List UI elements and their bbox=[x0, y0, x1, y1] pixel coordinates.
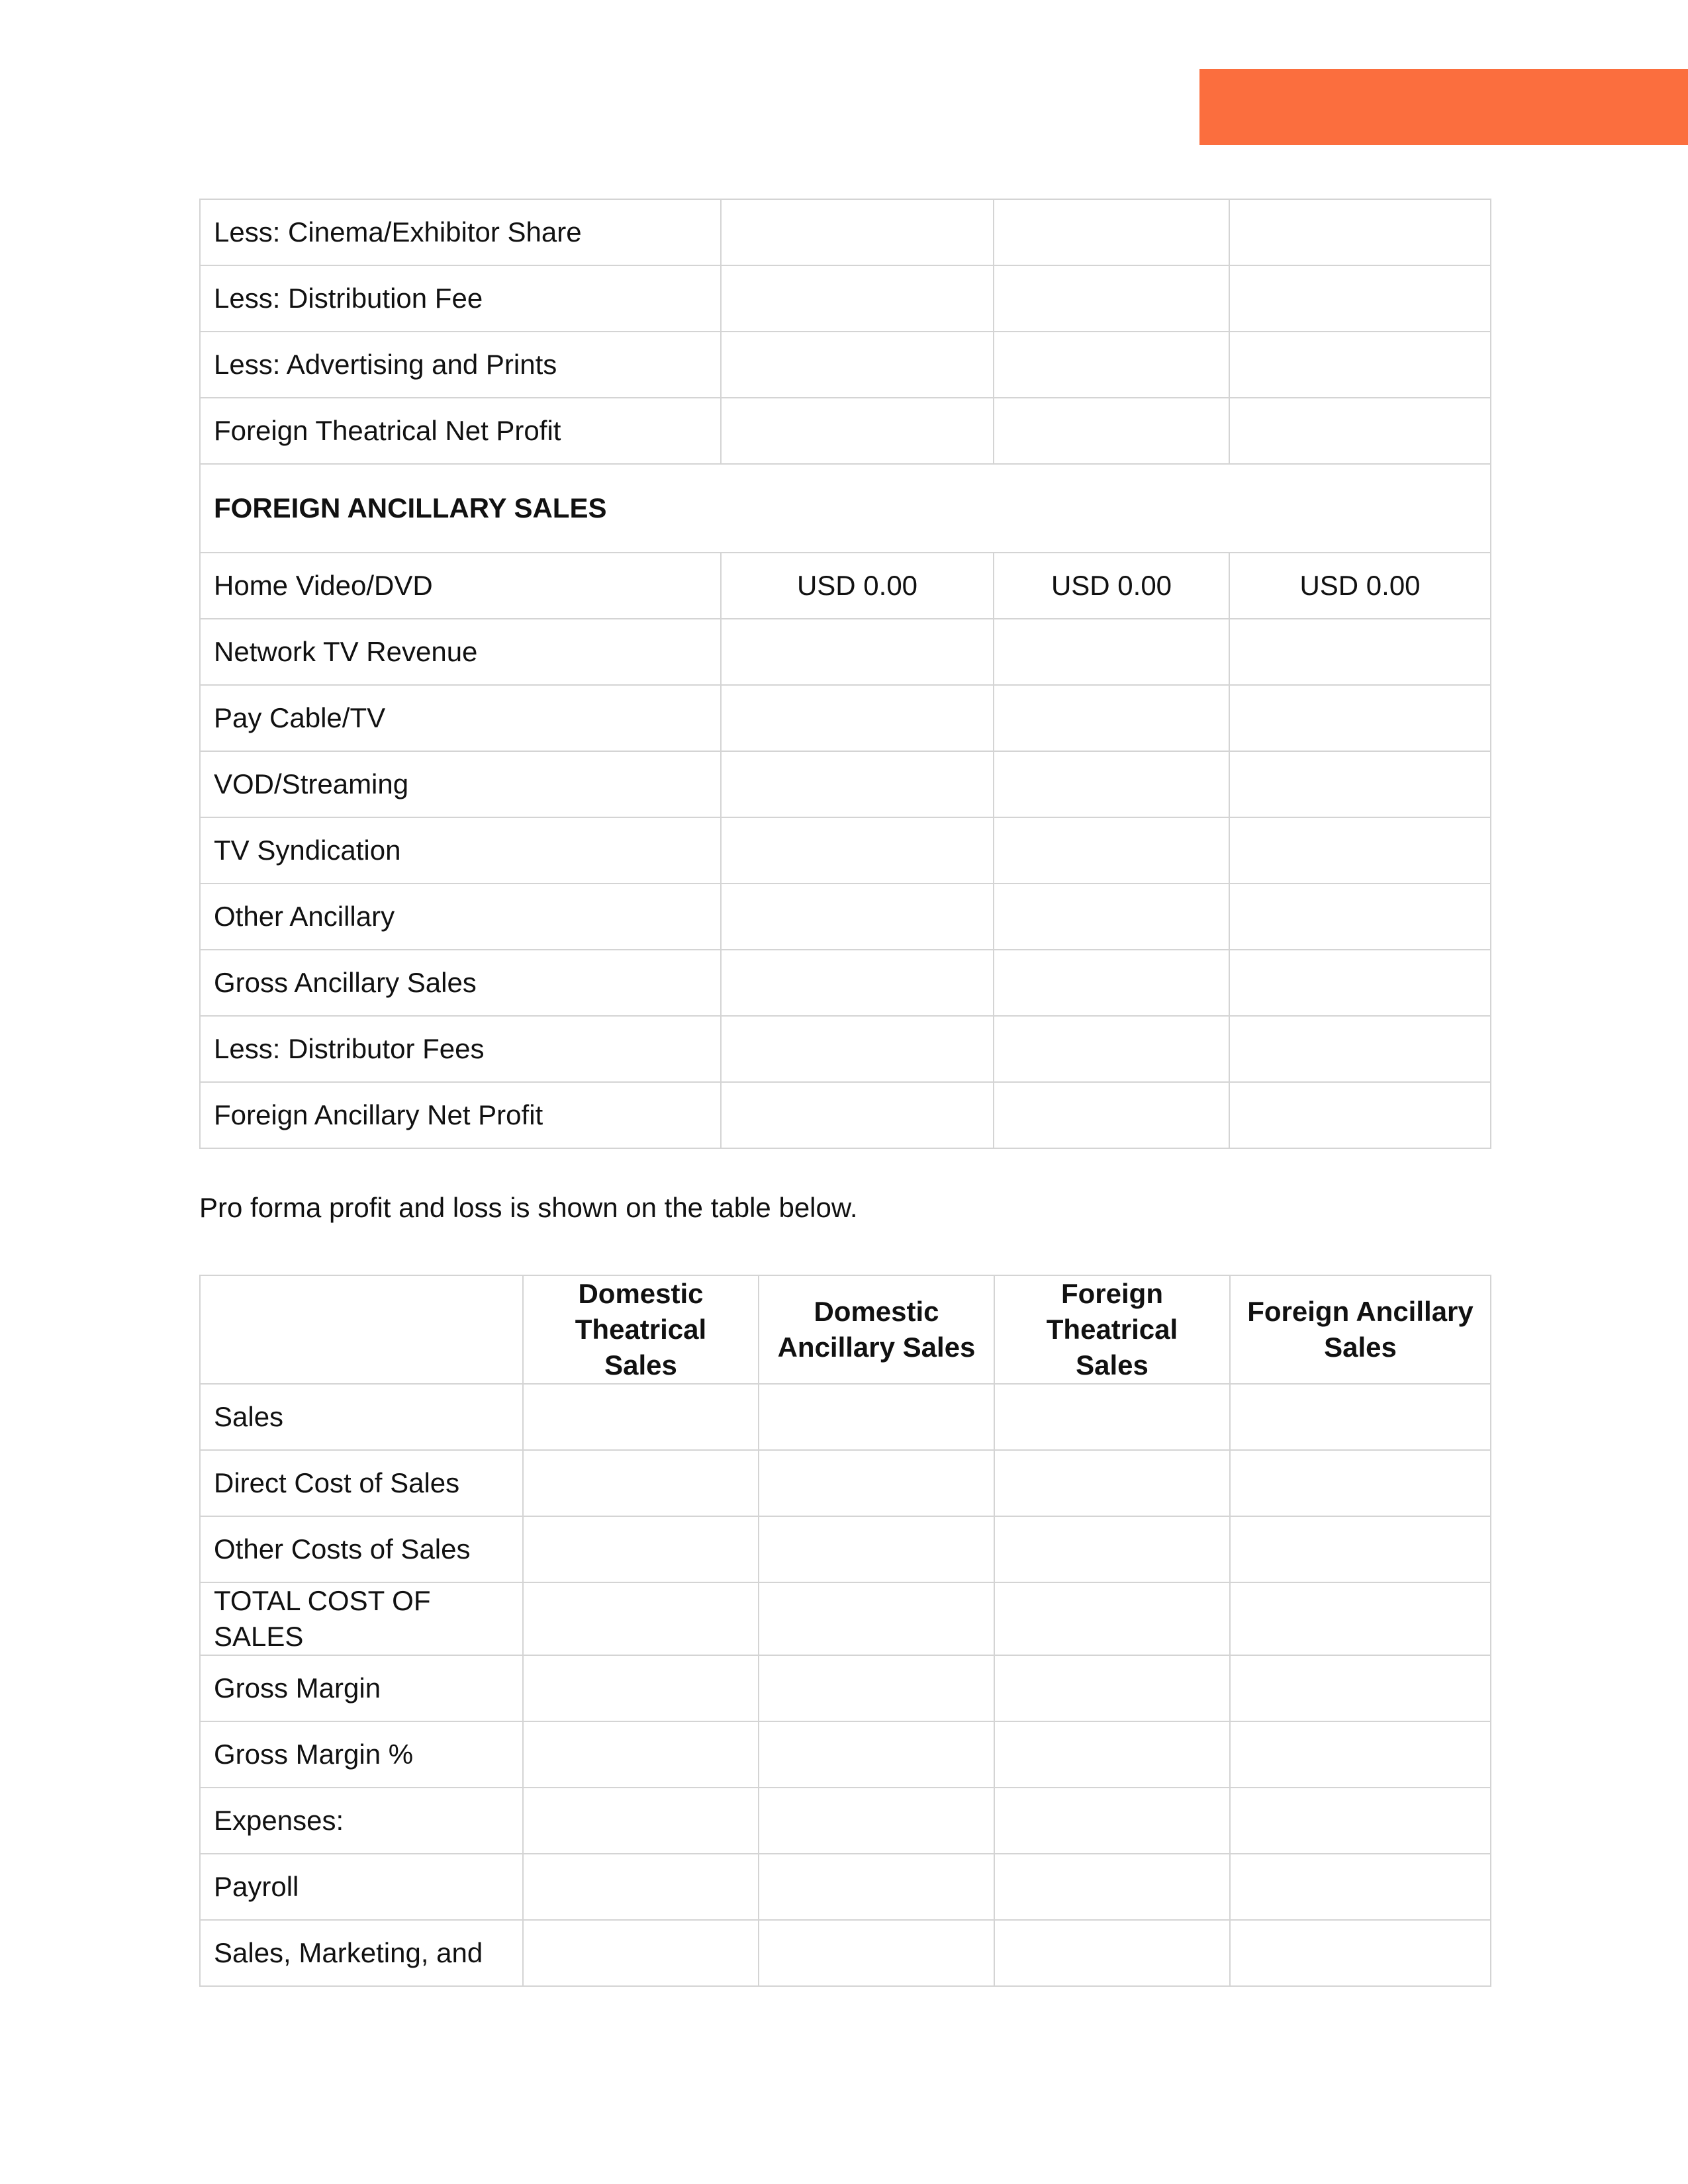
table-cell bbox=[1230, 1721, 1491, 1788]
table-cell bbox=[1230, 1516, 1491, 1582]
table-cell bbox=[721, 398, 994, 464]
section-header-row bbox=[200, 464, 1491, 553]
row-label: Gross Margin bbox=[200, 1655, 523, 1721]
section-title: FOREIGN ANCILLARY SALES bbox=[200, 464, 1491, 553]
table-cell bbox=[1230, 1655, 1491, 1721]
table-cell bbox=[721, 817, 994, 884]
table-cell bbox=[759, 1854, 994, 1920]
pro-forma-pl-table bbox=[199, 1275, 1491, 1987]
table-row bbox=[200, 950, 1491, 1016]
row-label: Foreign Theatrical Net Profit bbox=[200, 398, 721, 464]
table-row bbox=[200, 1384, 1491, 1450]
table-cell bbox=[721, 265, 994, 332]
table-row bbox=[200, 817, 1491, 884]
table-row bbox=[200, 332, 1491, 398]
table-cell bbox=[1229, 619, 1491, 685]
table-cell bbox=[523, 1582, 759, 1655]
table-cell bbox=[1229, 1082, 1491, 1148]
table-row bbox=[200, 1582, 1491, 1655]
table-cell bbox=[994, 199, 1229, 265]
table-cell bbox=[1230, 1384, 1491, 1450]
table-cell bbox=[994, 1450, 1230, 1516]
table-cell bbox=[759, 1655, 994, 1721]
table-cell bbox=[523, 1920, 759, 1986]
row-label: VOD/Streaming bbox=[200, 751, 721, 817]
row-label: Other Costs of Sales bbox=[200, 1516, 523, 1582]
table-row bbox=[200, 619, 1491, 685]
row-label: Pay Cable/TV bbox=[200, 685, 721, 751]
table-cell bbox=[994, 1582, 1230, 1655]
row-label: Less: Advertising and Prints bbox=[200, 332, 721, 398]
table-cell bbox=[994, 265, 1229, 332]
table-row bbox=[200, 1920, 1491, 1986]
table-cell bbox=[1229, 398, 1491, 464]
row-label: Sales, Marketing, and bbox=[200, 1920, 523, 1986]
table-cell bbox=[994, 1384, 1230, 1450]
table-cell bbox=[721, 1016, 994, 1082]
table-cell bbox=[994, 398, 1229, 464]
table-row bbox=[200, 398, 1491, 464]
table-cell bbox=[759, 1721, 994, 1788]
table-row bbox=[200, 553, 1491, 619]
row-label: Direct Cost of Sales bbox=[200, 1450, 523, 1516]
table-cell bbox=[1229, 817, 1491, 884]
table-row bbox=[200, 1450, 1491, 1516]
table-cell bbox=[759, 1788, 994, 1854]
table-cell bbox=[1229, 1016, 1491, 1082]
column-header bbox=[200, 1275, 523, 1384]
row-label: Other Ancillary bbox=[200, 884, 721, 950]
table-cell bbox=[994, 619, 1229, 685]
row-label: Network TV Revenue bbox=[200, 619, 721, 685]
table-cell bbox=[721, 950, 994, 1016]
table-cell bbox=[1229, 332, 1491, 398]
intro-paragraph: Pro forma profit and loss is shown on the table below. bbox=[199, 1192, 858, 1223]
table-cell bbox=[1229, 884, 1491, 950]
table-cell bbox=[1229, 950, 1491, 1016]
pro-forma-pl-table-head bbox=[200, 1275, 1491, 1384]
table-cell bbox=[523, 1655, 759, 1721]
table-cell bbox=[994, 950, 1229, 1016]
table-cell bbox=[759, 1582, 994, 1655]
table-cell bbox=[1230, 1788, 1491, 1854]
table-cell bbox=[1229, 199, 1491, 265]
column-header: Domestic Theatrical Sales bbox=[523, 1275, 759, 1384]
table-row bbox=[200, 1082, 1491, 1148]
table-cell bbox=[721, 884, 994, 950]
table-cell bbox=[1229, 265, 1491, 332]
table-cell bbox=[1229, 751, 1491, 817]
table-header-row bbox=[200, 1275, 1491, 1384]
table-cell bbox=[523, 1788, 759, 1854]
table-cell bbox=[523, 1450, 759, 1516]
table-row bbox=[200, 1516, 1491, 1582]
table-cell bbox=[721, 199, 994, 265]
table-cell: USD 0.00 bbox=[994, 553, 1229, 619]
table-cell bbox=[1229, 685, 1491, 751]
table-row bbox=[200, 1854, 1491, 1920]
table-row bbox=[200, 1788, 1491, 1854]
table-cell bbox=[759, 1384, 994, 1450]
table-cell bbox=[523, 1516, 759, 1582]
row-label: Less: Distributor Fees bbox=[200, 1016, 721, 1082]
table-cell bbox=[721, 1082, 994, 1148]
pro-forma-pl-table-body bbox=[200, 1384, 1491, 1986]
foreign-sales-table bbox=[199, 199, 1491, 1149]
table-cell: USD 0.00 bbox=[721, 553, 994, 619]
table-cell bbox=[994, 332, 1229, 398]
column-header: Domestic Ancillary Sales bbox=[759, 1275, 994, 1384]
table-cell: USD 0.00 bbox=[1229, 553, 1491, 619]
table-cell bbox=[1230, 1450, 1491, 1516]
table-cell bbox=[759, 1450, 994, 1516]
table-row bbox=[200, 751, 1491, 817]
table-cell bbox=[994, 1516, 1230, 1582]
table-cell bbox=[994, 751, 1229, 817]
table-cell bbox=[523, 1384, 759, 1450]
table-row bbox=[200, 884, 1491, 950]
row-label: Sales bbox=[200, 1384, 523, 1450]
row-label: Home Video/DVD bbox=[200, 553, 721, 619]
table-cell bbox=[721, 332, 994, 398]
table-row bbox=[200, 265, 1491, 332]
table-cell bbox=[523, 1721, 759, 1788]
table-row bbox=[200, 685, 1491, 751]
table-cell bbox=[721, 685, 994, 751]
row-label: Payroll bbox=[200, 1854, 523, 1920]
row-label: Gross Margin % bbox=[200, 1721, 523, 1788]
row-label: TOTAL COST OF SALES bbox=[200, 1582, 523, 1655]
row-label: Less: Distribution Fee bbox=[200, 265, 721, 332]
table-cell bbox=[1230, 1920, 1491, 1986]
row-label: TV Syndication bbox=[200, 817, 721, 884]
table-cell bbox=[994, 1920, 1230, 1986]
column-header: Foreign Theatrical Sales bbox=[994, 1275, 1230, 1384]
table-row bbox=[200, 1016, 1491, 1082]
table-row bbox=[200, 1655, 1491, 1721]
table-cell bbox=[994, 685, 1229, 751]
table-cell bbox=[994, 1016, 1229, 1082]
table-cell bbox=[994, 1854, 1230, 1920]
row-label: Less: Cinema/Exhibitor Share bbox=[200, 199, 721, 265]
table-cell bbox=[994, 817, 1229, 884]
table-cell bbox=[994, 1655, 1230, 1721]
table-cell bbox=[994, 884, 1229, 950]
row-label: Gross Ancillary Sales bbox=[200, 950, 721, 1016]
table-cell bbox=[721, 619, 994, 685]
foreign-sales-table-body bbox=[200, 199, 1491, 1148]
table-cell bbox=[523, 1854, 759, 1920]
table-cell bbox=[759, 1516, 994, 1582]
table-cell bbox=[1230, 1582, 1491, 1655]
row-label: Foreign Ancillary Net Profit bbox=[200, 1082, 721, 1148]
header-accent-bar bbox=[1199, 69, 1688, 145]
table-cell bbox=[994, 1721, 1230, 1788]
table-row bbox=[200, 1721, 1491, 1788]
table-cell bbox=[759, 1920, 994, 1986]
table-cell bbox=[721, 751, 994, 817]
table-row bbox=[200, 199, 1491, 265]
table-cell bbox=[994, 1082, 1229, 1148]
table-cell bbox=[994, 1788, 1230, 1854]
table-cell bbox=[1230, 1854, 1491, 1920]
row-label: Expenses: bbox=[200, 1788, 523, 1854]
column-header: Foreign Ancillary Sales bbox=[1230, 1275, 1491, 1384]
